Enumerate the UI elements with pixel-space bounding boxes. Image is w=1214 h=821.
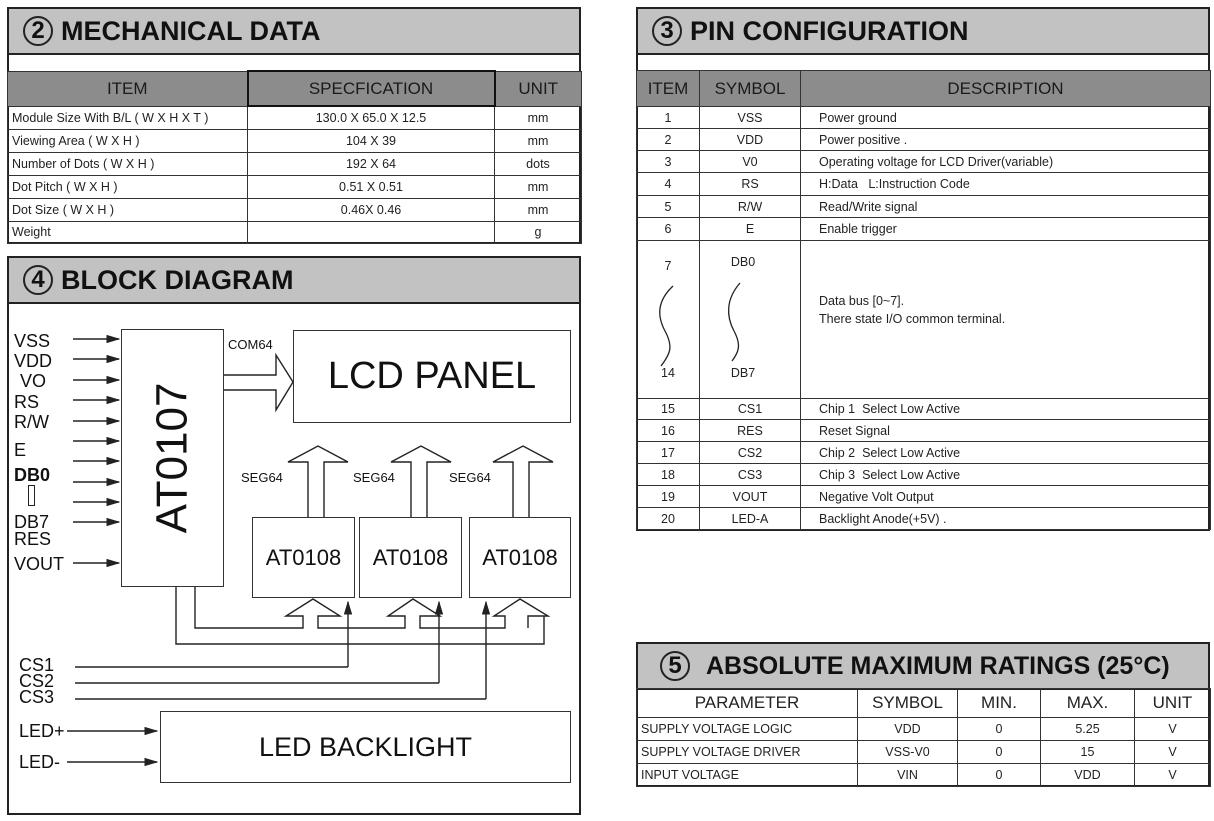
spec-cell: 0.51 X 0.51 <box>248 175 495 198</box>
pin-number: 16 <box>637 420 700 442</box>
input-label-vout: VOUT <box>14 554 65 574</box>
section-title: ABSOLUTE MAXIMUM RATINGS (25°C) <box>706 651 1170 680</box>
led-backlight-block <box>160 711 571 783</box>
pin-number: 5 <box>637 196 700 218</box>
symbol-cell: VSS-V0 <box>858 741 958 764</box>
pin-description: Reset Signal <box>801 420 1211 442</box>
unit-cell: dots <box>495 152 582 175</box>
spec-cell: 0.46X 0.46 <box>248 198 495 221</box>
circled-number-5: 5 <box>660 651 690 681</box>
controller-label: AT0107 <box>147 382 197 534</box>
pin-description: Chip 1 Select Low Active <box>801 399 1211 420</box>
input-label-vo: VO <box>20 371 47 391</box>
min-cell: 0 <box>958 718 1041 741</box>
controller-block-at0107 <box>121 329 224 587</box>
pin-symbol: CS3 <box>700 464 801 486</box>
bus-range-icon <box>28 485 35 506</box>
section-title: PIN CONFIGURATION <box>690 15 969 46</box>
driver-block-at0108-3 <box>469 517 571 598</box>
input-label-vss: VSS <box>14 331 51 351</box>
input-label-rs: RS <box>14 392 40 412</box>
unit-cell: V <box>1135 718 1211 741</box>
parameter-cell: INPUT VOLTAGE <box>637 764 858 787</box>
pin-number: 1 <box>637 107 700 129</box>
pin-symbol-start: DB0 <box>730 255 756 269</box>
pin-number: 20 <box>637 508 700 530</box>
pin-description: Power ground <box>801 107 1211 129</box>
parameter-cell: SUPPLY VOLTAGE LOGIC <box>637 718 858 741</box>
pin-number: 2 <box>637 129 700 151</box>
parameter-cell: SUPPLY VOLTAGE DRIVER <box>637 741 858 764</box>
min-cell: 0 <box>958 764 1041 787</box>
pin-symbol: VSS <box>700 107 801 129</box>
pin-number: 18 <box>637 464 700 486</box>
input-label-db0: DB0 <box>14 465 51 485</box>
item-cell: Viewing Area ( W X H ) <box>8 129 248 152</box>
pin-symbol: VDD <box>700 129 801 151</box>
column-header-description: DESCRIPTION <box>801 71 1211 107</box>
lcd-panel-label: LCD PANEL <box>327 355 537 397</box>
unit-cell: g <box>495 221 582 243</box>
driver-label: AT0108 <box>265 544 342 570</box>
pin-symbol: RES <box>700 420 801 442</box>
unit-cell: mm <box>495 198 582 221</box>
input-label-res: RES <box>14 529 52 549</box>
column-header-max: MAX. <box>1041 689 1135 718</box>
led-plus-label: LED+ <box>19 721 65 741</box>
max-cell: 15 <box>1041 741 1135 764</box>
pin-symbol: R/W <box>700 196 801 218</box>
column-header-symbol: SYMBOL <box>858 689 958 718</box>
led-backlight-label: LED BACKLIGHT <box>258 731 473 762</box>
pin-description: Chip 2 Select Low Active <box>801 442 1211 464</box>
input-label-e: E <box>14 440 27 460</box>
cs3-label: CS3 <box>19 687 55 707</box>
absolute-max-ratings-section <box>636 642 1210 787</box>
section-title: BLOCK DIAGRAM <box>61 264 294 295</box>
seg64-label: SEG64 <box>353 470 395 485</box>
unit-cell: mm <box>495 129 582 152</box>
pin-range-end: 14 <box>661 366 675 380</box>
circled-number-4: 4 <box>23 265 53 295</box>
driver-label: AT0108 <box>482 544 558 570</box>
pin-symbol: E <box>700 218 801 241</box>
column-header-item: ITEM <box>8 71 248 106</box>
pin-description: Power positive . <box>801 129 1211 151</box>
pin-symbol: CS2 <box>700 442 801 464</box>
data-bus-description-line: Data bus [0~7]. <box>819 294 905 308</box>
max-cell: 5.25 <box>1041 718 1135 741</box>
pin-number: 3 <box>637 151 700 173</box>
symbol-cell: VDD <box>858 718 958 741</box>
input-label-vdd: VDD <box>14 351 53 371</box>
pin-description: Negative Volt Output <box>801 486 1211 508</box>
driver-block-at0108-1 <box>252 517 355 598</box>
pin-number: 15 <box>637 399 700 420</box>
pin-symbol: CS1 <box>700 399 801 420</box>
column-header-min: MIN. <box>958 689 1041 718</box>
seg64-label: SEG64 <box>241 470 283 485</box>
table-row <box>637 718 1211 741</box>
pin-range-start: 7 <box>664 259 672 273</box>
driver-label: AT0108 <box>372 544 449 570</box>
spec-cell: 130.0 X 65.0 X 12.5 <box>248 106 495 129</box>
unit-cell: V <box>1135 741 1211 764</box>
pin-description: Enable trigger <box>801 218 1211 241</box>
table-row <box>637 741 1211 764</box>
data-bus-description-line: There state I/O common terminal. <box>819 312 1006 326</box>
item-cell: Weight <box>8 221 248 243</box>
section-title: MECHANICAL DATA <box>61 15 321 46</box>
pin-symbol-end: DB7 <box>730 366 756 380</box>
min-cell: 0 <box>958 741 1041 764</box>
item-cell: Dot Pitch ( W X H ) <box>8 175 248 198</box>
pin-number: 6 <box>637 218 700 241</box>
column-header-specification: SPECFICATION <box>248 71 495 106</box>
ratings-table <box>636 688 1211 787</box>
pin-symbol: LED-A <box>700 508 801 530</box>
pin-description: Read/Write signal <box>801 196 1211 218</box>
pin-description: Chip 3 Select Low Active <box>801 464 1211 486</box>
unit-cell: mm <box>495 106 582 129</box>
item-cell: Number of Dots ( W X H ) <box>8 152 248 175</box>
item-cell: Module Size With B/L ( W X H X T ) <box>8 106 248 129</box>
spec-cell: 104 X 39 <box>248 129 495 152</box>
cs2-label: CS2 <box>19 671 55 691</box>
table-header-row <box>637 689 1211 718</box>
com64-label: COM64 <box>228 337 273 352</box>
table-row <box>637 764 1211 787</box>
spec-cell: 192 X 64 <box>248 152 495 175</box>
circled-number-2: 2 <box>23 16 53 46</box>
column-header-unit: UNIT <box>495 71 582 106</box>
cs1-label: CS1 <box>19 655 55 675</box>
input-label-db7: DB7 <box>14 512 50 532</box>
ratings-title-band <box>638 644 1208 690</box>
unit-cell: mm <box>495 175 582 198</box>
item-cell: Dot Size ( W X H ) <box>8 198 248 221</box>
input-label-rw: R/W <box>14 412 49 432</box>
column-header-item: ITEM <box>637 71 700 107</box>
pin-description: H:Data L:Instruction Code <box>801 173 1211 196</box>
pin-description: Backlight Anode(+5V) . <box>801 508 1211 530</box>
pin-number: 17 <box>637 442 700 464</box>
unit-cell: V <box>1135 764 1211 787</box>
circled-number-3: 3 <box>652 16 682 46</box>
seg64-label: SEG64 <box>449 470 491 485</box>
column-header-unit: UNIT <box>1135 689 1211 718</box>
column-header-parameter: PARAMETER <box>637 689 858 718</box>
pin-description: Operating voltage for LCD Driver(variable) <box>801 151 1211 173</box>
pin-number: 19 <box>637 486 700 508</box>
driver-block-at0108-2 <box>359 517 462 598</box>
lcd-panel-block <box>293 330 571 423</box>
max-cell: VDD <box>1041 764 1135 787</box>
column-header-symbol: SYMBOL <box>700 71 801 107</box>
led-minus-label: LED- <box>19 752 61 772</box>
symbol-cell: VIN <box>858 764 958 787</box>
pin-symbol: RS <box>700 173 801 196</box>
pin-symbol: V0 <box>700 151 801 173</box>
pin-number: 4 <box>637 173 700 196</box>
pin-symbol: VOUT <box>700 486 801 508</box>
